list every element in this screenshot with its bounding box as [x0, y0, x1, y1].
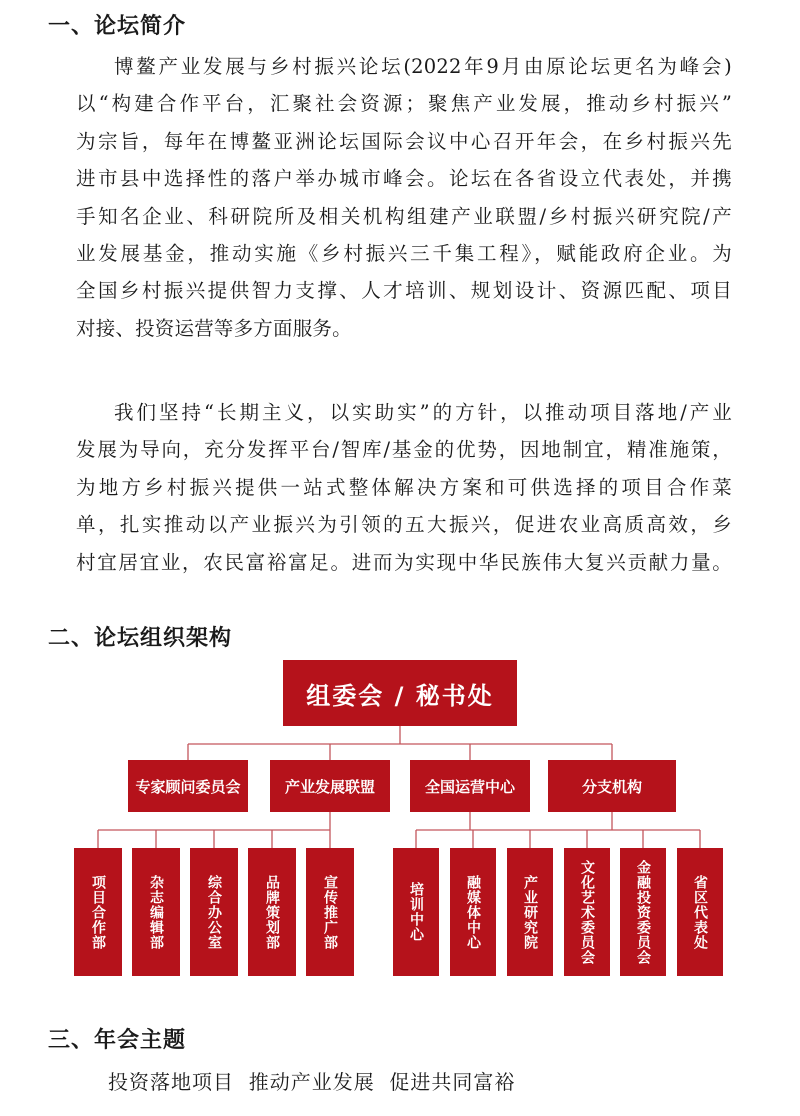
org-leaf-media-center: 融媒体中心: [450, 848, 496, 976]
org-leaf-magazine-editorial: 杂志编辑部: [132, 848, 180, 976]
org-leaf-training-center: 培训中心: [393, 848, 439, 976]
org-leaf-general-office: 综合办公室: [190, 848, 238, 976]
org-node-organizing-committee: 组委会 / 秘书处: [283, 660, 517, 726]
org-leaf-industry-institute: 产业研究院: [507, 848, 553, 976]
paragraph-line: 进市县中选择性的落户举办城市峰会。论坛在各省设立代表处，并携: [76, 167, 732, 191]
paragraph-line: 业发展基金，推动实施《乡村振兴三千集工程》，赋能政府企业。为: [76, 242, 732, 266]
paragraph-line: 全国乡村振兴提供智力支撑、人才培训、规划设计、资源匹配、项目: [76, 279, 732, 303]
paragraph-line: 博鳌产业发展与乡村振兴论坛(2022年9月由原论坛更名为峰会): [114, 55, 732, 78]
org-leaf-brand-planning: 品牌策划部: [248, 848, 296, 976]
org-leaf-culture-arts-committee: 文化艺术委员会: [564, 848, 610, 976]
section-heading-intro: 一、论坛简介: [48, 13, 187, 39]
paragraph-line: 为宗旨，每年在博鳌亚洲论坛国际会议中心召开年会，在乡村振兴先: [76, 129, 732, 153]
org-leaf-provincial-offices: 省区代表处: [677, 848, 723, 976]
org-node-industry-alliance: 产业发展联盟: [270, 760, 390, 812]
paragraph-line: 单，扎实推动以产业振兴为引领的五大振兴，促进农业高质高效，乡: [76, 513, 732, 537]
section-heading-structure: 二、论坛组织架构: [48, 625, 233, 651]
paragraph-line: 以“构建合作平台，汇聚社会资源；聚焦产业发展，推动乡村振兴”: [76, 92, 732, 116]
org-node-expert-committee: 专家顾问委员会: [128, 760, 248, 812]
annual-theme: 投资落地项目 推动产业发展 促进共同富裕: [108, 1070, 516, 1094]
org-leaf-project-cooperation: 项目合作部: [74, 848, 122, 976]
org-leaf-finance-investment-committee: 金融投资委员会: [620, 848, 666, 976]
org-node-branches: 分支机构: [548, 760, 676, 812]
paragraph-line: 对接、投资运营等多方面服务。: [76, 316, 352, 340]
section-heading-theme: 三、年会主题: [48, 1027, 187, 1053]
paragraph-line: 村宜居宜业，农民富裕富足。进而为实现中华民族伟大复兴贡献力量。: [76, 550, 732, 574]
paragraph-line: 为地方乡村振兴提供一站式整体解决方案和可供选择的项目合作菜: [76, 475, 732, 499]
paragraph-line: 我们坚持“长期主义，以实助实”的方针，以推动项目落地/产业: [114, 401, 732, 424]
paragraph-line: 手知名企业、科研院所及相关机构组建产业联盟/乡村振兴研究院/产: [76, 204, 732, 228]
paragraph-line: 发展为导向，充分发挥平台/智库/基金的优势，因地制宜，精准施策，: [76, 438, 732, 462]
org-node-national-operations: 全国运营中心: [410, 760, 530, 812]
org-leaf-publicity: 宣传推广部: [306, 848, 354, 976]
